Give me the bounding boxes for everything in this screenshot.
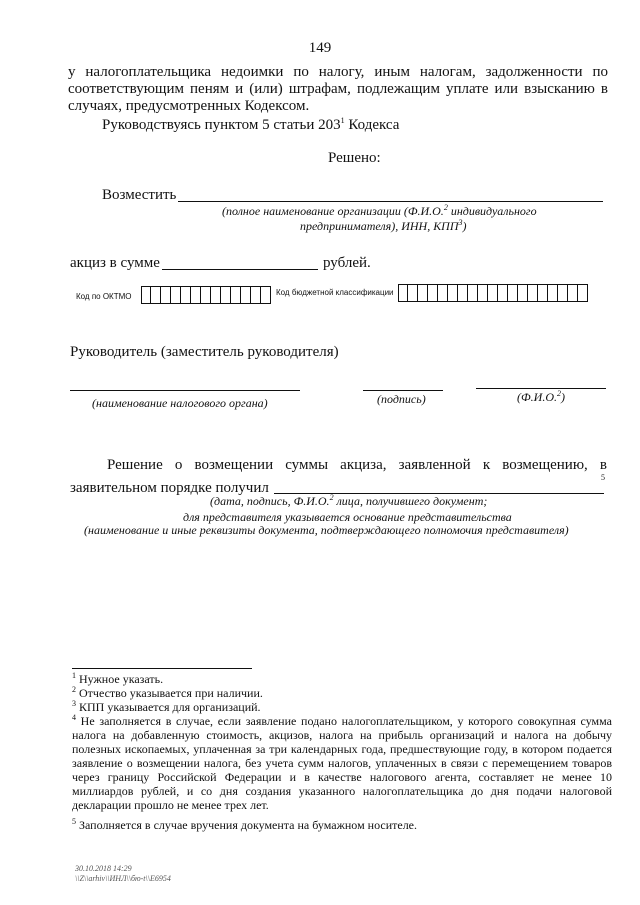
footnote-ref-2c: 2 xyxy=(329,493,334,502)
footnote-4 xyxy=(72,714,612,812)
oktmo-box[interactable] xyxy=(191,286,201,304)
oktmo-boxes[interactable] xyxy=(141,286,271,306)
receipt-hint-3: для представителя указывается основание представительства xyxy=(183,510,512,524)
oktmo-box[interactable] xyxy=(261,286,271,304)
org-hint-text-1: (полное наименование организации (Ф.И.О. xyxy=(222,204,444,218)
print-stamp-path: \\Z\\arhiv\\ИНЛ\\бю-t\\E6954 xyxy=(75,874,171,883)
oktmo-box[interactable] xyxy=(161,286,171,304)
kbk-box[interactable] xyxy=(418,284,428,302)
oktmo-box[interactable] xyxy=(211,286,221,304)
footnote-number: 1 xyxy=(72,671,76,680)
fio-hint-text: (Ф.И.О. xyxy=(517,390,557,404)
kbk-box[interactable] xyxy=(538,284,548,302)
footnote-text: Отчество указывается при наличии. xyxy=(76,686,263,700)
receipt-hint-text-2: лица, получившего документ; xyxy=(333,494,488,508)
receipt-hint-text-1: (дата, подпись, Ф.И.О. xyxy=(210,494,330,508)
footnote-text: Не заполняется в случае, если заявление подано налогоплательщиком, у которого совокупная сумма налога на добавленную стоимость, акцизов, налога на прибыль организаций и налога на добычу полезных ископаемых, уплаченная за три календарных года, предшествующие году, в котором подается заявление о возмещении налога, без учета сумм налогов, уплаченных в связи с перемещением товаров через границу Российской Федерации и в качестве налогового агента, составляет не менее 10 миллиардов рублей, и со дня создания указанного налогоплательщика до дня подачи налоговой декларации прошло не менее трех лет. xyxy=(72,714,612,812)
kbk-box[interactable] xyxy=(398,284,408,302)
excise-label: акциз в сумме xyxy=(70,255,160,271)
kbk-box[interactable] xyxy=(438,284,448,302)
reimburse-label: Возместить xyxy=(102,187,177,203)
print-stamp-date: 30.10.2018 14:29 xyxy=(75,864,132,873)
oktmo-box[interactable] xyxy=(201,286,211,304)
tax-org-line xyxy=(70,390,300,391)
signature-hint: (подпись) xyxy=(377,392,426,406)
oktmo-box[interactable] xyxy=(151,286,161,304)
kbk-box[interactable] xyxy=(508,284,518,302)
guided-by-tail: Кодекса xyxy=(344,117,400,133)
footnote-number: 5 xyxy=(72,817,76,826)
footnote-2 xyxy=(72,686,263,700)
signature-line xyxy=(363,390,443,391)
fio-hint xyxy=(517,390,565,405)
footnote-ref-1: 1 xyxy=(340,116,345,125)
kbk-boxes[interactable] xyxy=(398,284,588,304)
fio-line xyxy=(476,388,606,389)
guided-by-text: Руководствуясь пунктом 5 статьи 203 xyxy=(102,117,341,133)
intro-paragraph: у налогоплательщика недоимки по налогу, иным налогам, задолженности по соответствующим пеням и (или) штрафам, подлежащим уплате или взысканию в случаях, предусмотренных Кодексом. xyxy=(68,64,608,114)
reimburse-fill-line xyxy=(178,201,603,202)
footnote-text: Заполняется в случае вручения документа на бумажном носителе. xyxy=(76,818,418,832)
kbk-box[interactable] xyxy=(578,284,588,302)
kbk-box[interactable] xyxy=(428,284,438,302)
oktmo-box[interactable] xyxy=(141,286,151,304)
kbk-label: Код бюджетной классификации xyxy=(276,288,394,297)
footnote-ref-2b: 2 xyxy=(556,389,561,398)
footnote-text: Нужное указать. xyxy=(76,672,164,686)
footnote-5 xyxy=(72,818,417,832)
org-hint-text-4: ) xyxy=(462,219,467,233)
oktmo-box[interactable] xyxy=(221,286,231,304)
page-number: 149 xyxy=(308,40,332,56)
oktmo-label: Код по ОКТМО xyxy=(76,292,132,301)
org-hint-text-3: предпринимателя), ИНН, КПП xyxy=(300,219,459,233)
footnote-text: КПП указывается для организаций. xyxy=(76,700,261,714)
excise-amount-line xyxy=(162,269,318,270)
kbk-box[interactable] xyxy=(478,284,488,302)
receipt-hint-4: (наименование и иные реквизиты документа, подтверждающего полномочия представителя) xyxy=(84,523,569,537)
kbk-box[interactable] xyxy=(568,284,578,302)
decision-line-2: заявительном порядке получил xyxy=(70,480,269,496)
guided-by-line xyxy=(102,117,399,134)
oktmo-box[interactable] xyxy=(171,286,181,304)
decided-heading: Решено: xyxy=(328,150,381,166)
kbk-box[interactable] xyxy=(548,284,558,302)
receipt-hint-1 xyxy=(210,494,487,509)
footnote-3 xyxy=(72,700,261,714)
kbk-box[interactable] xyxy=(468,284,478,302)
rubles-label: рублей. xyxy=(323,255,371,271)
kbk-box[interactable] xyxy=(458,284,468,302)
kbk-box[interactable] xyxy=(488,284,498,302)
kbk-box[interactable] xyxy=(408,284,418,302)
kbk-box[interactable] xyxy=(518,284,528,302)
decision-line-1: Решение о возмещении суммы акциза, заявленной к возмещению, в xyxy=(107,457,607,473)
footnote-number: 4 xyxy=(72,713,76,722)
oktmo-box[interactable] xyxy=(181,286,191,304)
oktmo-box[interactable] xyxy=(241,286,251,304)
fio-hint-tail: ) xyxy=(560,390,565,404)
kbk-box[interactable] xyxy=(448,284,458,302)
footnote-ref-2: 2 xyxy=(443,203,448,212)
footnote-number: 2 xyxy=(72,685,76,694)
org-hint-line-2 xyxy=(300,219,467,234)
tax-org-hint: (наименование налогового органа) xyxy=(92,396,268,410)
kbk-box[interactable] xyxy=(558,284,568,302)
head-label: Руководитель (заместитель руководителя) xyxy=(70,344,339,360)
footnote-number: 3 xyxy=(72,699,76,708)
oktmo-box[interactable] xyxy=(231,286,241,304)
org-hint-text-2: индивидуального xyxy=(447,204,537,218)
footnote-ref-5: 5 xyxy=(601,473,605,482)
org-hint-line-1 xyxy=(222,204,537,219)
footnote-separator xyxy=(72,668,252,669)
oktmo-box[interactable] xyxy=(251,286,261,304)
footnote-ref-3: 3 xyxy=(458,218,463,227)
footnote-1 xyxy=(72,672,163,686)
kbk-box[interactable] xyxy=(498,284,508,302)
kbk-box[interactable] xyxy=(528,284,538,302)
